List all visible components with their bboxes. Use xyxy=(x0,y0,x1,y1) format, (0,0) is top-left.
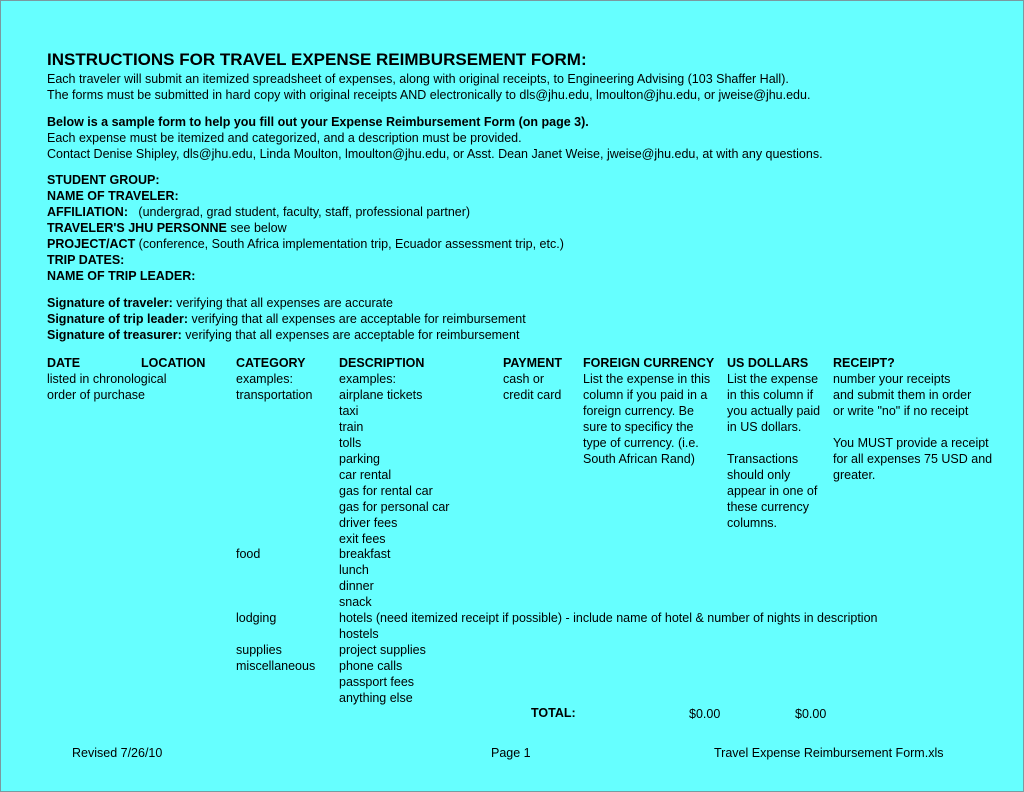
description-item: tolls xyxy=(339,436,362,450)
category-miscellaneous: miscellaneous xyxy=(236,659,316,673)
food-item: dinner xyxy=(339,579,374,593)
total-foreign-currency: $0.00 xyxy=(689,707,721,721)
date-note: listed in chronological xyxy=(47,372,167,386)
footer-revised: Revised 7/26/10 xyxy=(72,746,163,760)
food-item: breakfast xyxy=(339,547,391,561)
page-title: INSTRUCTIONS FOR TRAVEL EXPENSE REIMBURSEMENT FORM: xyxy=(47,50,587,69)
usd-note: List the expense xyxy=(727,372,819,386)
signature-treasurer xyxy=(47,327,519,343)
affiliation-row xyxy=(47,204,470,220)
description-item: train xyxy=(339,420,364,434)
misc-item: passport fees xyxy=(339,675,415,689)
foreign-note: List the expense in this xyxy=(583,372,711,386)
food-item: lunch xyxy=(339,563,369,577)
receipt-note xyxy=(833,419,992,435)
receipt-note: You MUST provide a receipt xyxy=(833,436,989,450)
intro-line-2: The forms must be submitted in hard copy with original receipts AND electronically to dls@jhu.edu, lmoulton@jhu.edu, or jweise@jhu.edu. xyxy=(47,88,811,102)
intro-line-1: Each traveler will submit an itemized spreadsheet of expenses, along with original receipts, to Engineering Advising (103 Shaffer Hall). xyxy=(47,72,789,86)
category-notes xyxy=(236,371,312,403)
usd-note: Transactions xyxy=(727,452,799,466)
usd-note: columns. xyxy=(727,516,778,530)
foreign-note: foreign currency. Be xyxy=(583,404,694,418)
signature-traveler-text: verifying that all expenses are accurate xyxy=(172,296,393,310)
header-description: DESCRIPTION xyxy=(339,356,425,370)
foreign-note: type of currency. (i.e. xyxy=(583,436,699,450)
receipt-note: number your receipts xyxy=(833,372,951,386)
header-payment: PAYMENT xyxy=(503,356,563,370)
date-notes xyxy=(47,371,167,403)
header-us-dollars: US DOLLARS xyxy=(727,356,809,370)
signature-treasurer-text: verifying that all expenses are acceptable for reimbursement xyxy=(181,328,520,342)
payment-note: credit card xyxy=(503,388,562,402)
description-item: gas for personal car xyxy=(339,500,450,514)
sample-line-1: Each expense must be itemized and categorized, and a description must be provided. xyxy=(47,131,522,145)
usd-note: in this column if xyxy=(727,388,814,402)
total-label: TOTAL: xyxy=(531,706,576,720)
description-item: parking xyxy=(339,452,380,466)
description-item: gas for rental car xyxy=(339,484,433,498)
receipt-notes xyxy=(833,371,992,483)
footer-filename: Travel Expense Reimbursement Form.xls xyxy=(714,746,944,760)
usd-note xyxy=(727,435,820,451)
us-dollars-notes xyxy=(727,371,820,531)
misc-items xyxy=(339,658,414,706)
category-lodging: lodging xyxy=(236,611,277,625)
foreign-note: South African Rand) xyxy=(583,452,695,466)
misc-item: phone calls xyxy=(339,659,403,673)
description-item: car rental xyxy=(339,468,392,482)
signature-trip-leader xyxy=(47,311,526,327)
trip-leader-label: NAME OF TRIP LEADER: xyxy=(47,269,196,283)
footer-page: Page 1 xyxy=(491,746,531,760)
lodging-item: hotels (need itemized receipt if possible) - include name of hotel & number of nights in description xyxy=(339,611,878,625)
trip-dates-label: TRIP DATES: xyxy=(47,253,125,267)
misc-item: anything else xyxy=(339,691,413,705)
category-supplies: supplies xyxy=(236,643,282,657)
receipt-note: greater. xyxy=(833,468,876,482)
receipt-note: for all expenses 75 USD and xyxy=(833,452,993,466)
category-food: food xyxy=(236,547,261,561)
food-items xyxy=(339,546,390,610)
description-item: airplane tickets xyxy=(339,388,423,402)
header-receipt: RECEIPT? xyxy=(833,356,895,370)
signature-traveler-label: Signature of traveler: xyxy=(47,296,173,310)
jhu-personnel-hint: see below xyxy=(226,221,287,235)
jhu-personnel-row xyxy=(47,220,287,236)
project-label: PROJECT/ACT xyxy=(47,237,136,251)
signature-traveler xyxy=(47,295,393,311)
usd-note: in US dollars. xyxy=(727,420,802,434)
description-examples xyxy=(339,371,449,547)
signature-trip-leader-text: verifying that all expenses are acceptable for reimbursement xyxy=(188,312,526,326)
description-item: exit fees xyxy=(339,532,386,546)
total-us-dollars: $0.00 xyxy=(795,707,827,721)
date-note: order of purchase xyxy=(47,388,145,402)
payment-notes xyxy=(503,371,561,403)
affiliation-label: AFFILIATION: xyxy=(47,205,128,219)
description-item: driver fees xyxy=(339,516,398,530)
usd-note: these currency xyxy=(727,500,809,514)
food-item: snack xyxy=(339,595,372,609)
supplies-item: project supplies xyxy=(339,643,426,657)
category-note: transportation xyxy=(236,388,313,402)
affiliation-hint: (undergrad, grad student, faculty, staff, professional partner) xyxy=(128,205,471,219)
foreign-note: column if you paid in a xyxy=(583,388,708,402)
project-row xyxy=(47,236,564,252)
lodging-items xyxy=(339,610,877,642)
traveler-name-label: NAME OF TRAVELER: xyxy=(47,189,179,203)
usd-note: appear in one of xyxy=(727,484,818,498)
header-category: CATEGORY xyxy=(236,356,306,370)
signature-trip-leader-label: Signature of trip leader: xyxy=(47,312,188,326)
category-note: examples: xyxy=(236,372,293,386)
lodging-item: hostels xyxy=(339,627,379,641)
header-location: LOCATION xyxy=(141,356,206,370)
receipt-note: or write "no" if no receipt xyxy=(833,404,969,418)
usd-note: should only xyxy=(727,468,791,482)
sample-heading: Below is a sample form to help you fill out your Expense Reimbursement Form (on page 3). xyxy=(47,115,589,129)
usd-note: you actually paid xyxy=(727,404,821,418)
header-foreign-currency: FOREIGN CURRENCY xyxy=(583,356,715,370)
sample-line-2: Contact Denise Shipley, dls@jhu.edu, Linda Moulton, lmoulton@jhu.edu, or Asst. Dean Janet Weise, jweise@jhu.edu, at with any questions. xyxy=(47,147,823,161)
foreign-currency-notes xyxy=(583,371,710,467)
receipt-note: and submit them in order xyxy=(833,388,972,402)
payment-note: cash or xyxy=(503,372,544,386)
foreign-note: sure to specificy the xyxy=(583,420,694,434)
jhu-personnel-label: TRAVELER'S JHU PERSONNE xyxy=(47,221,227,235)
project-hint: (conference, South Africa implementation trip, Ecuador assessment trip, etc.) xyxy=(135,237,564,251)
header-date: DATE xyxy=(47,356,81,370)
signature-treasurer-label: Signature of treasurer: xyxy=(47,328,182,342)
student-group-label: STUDENT GROUP: xyxy=(47,173,160,187)
description-item: taxi xyxy=(339,404,359,418)
description-item: examples: xyxy=(339,372,396,386)
